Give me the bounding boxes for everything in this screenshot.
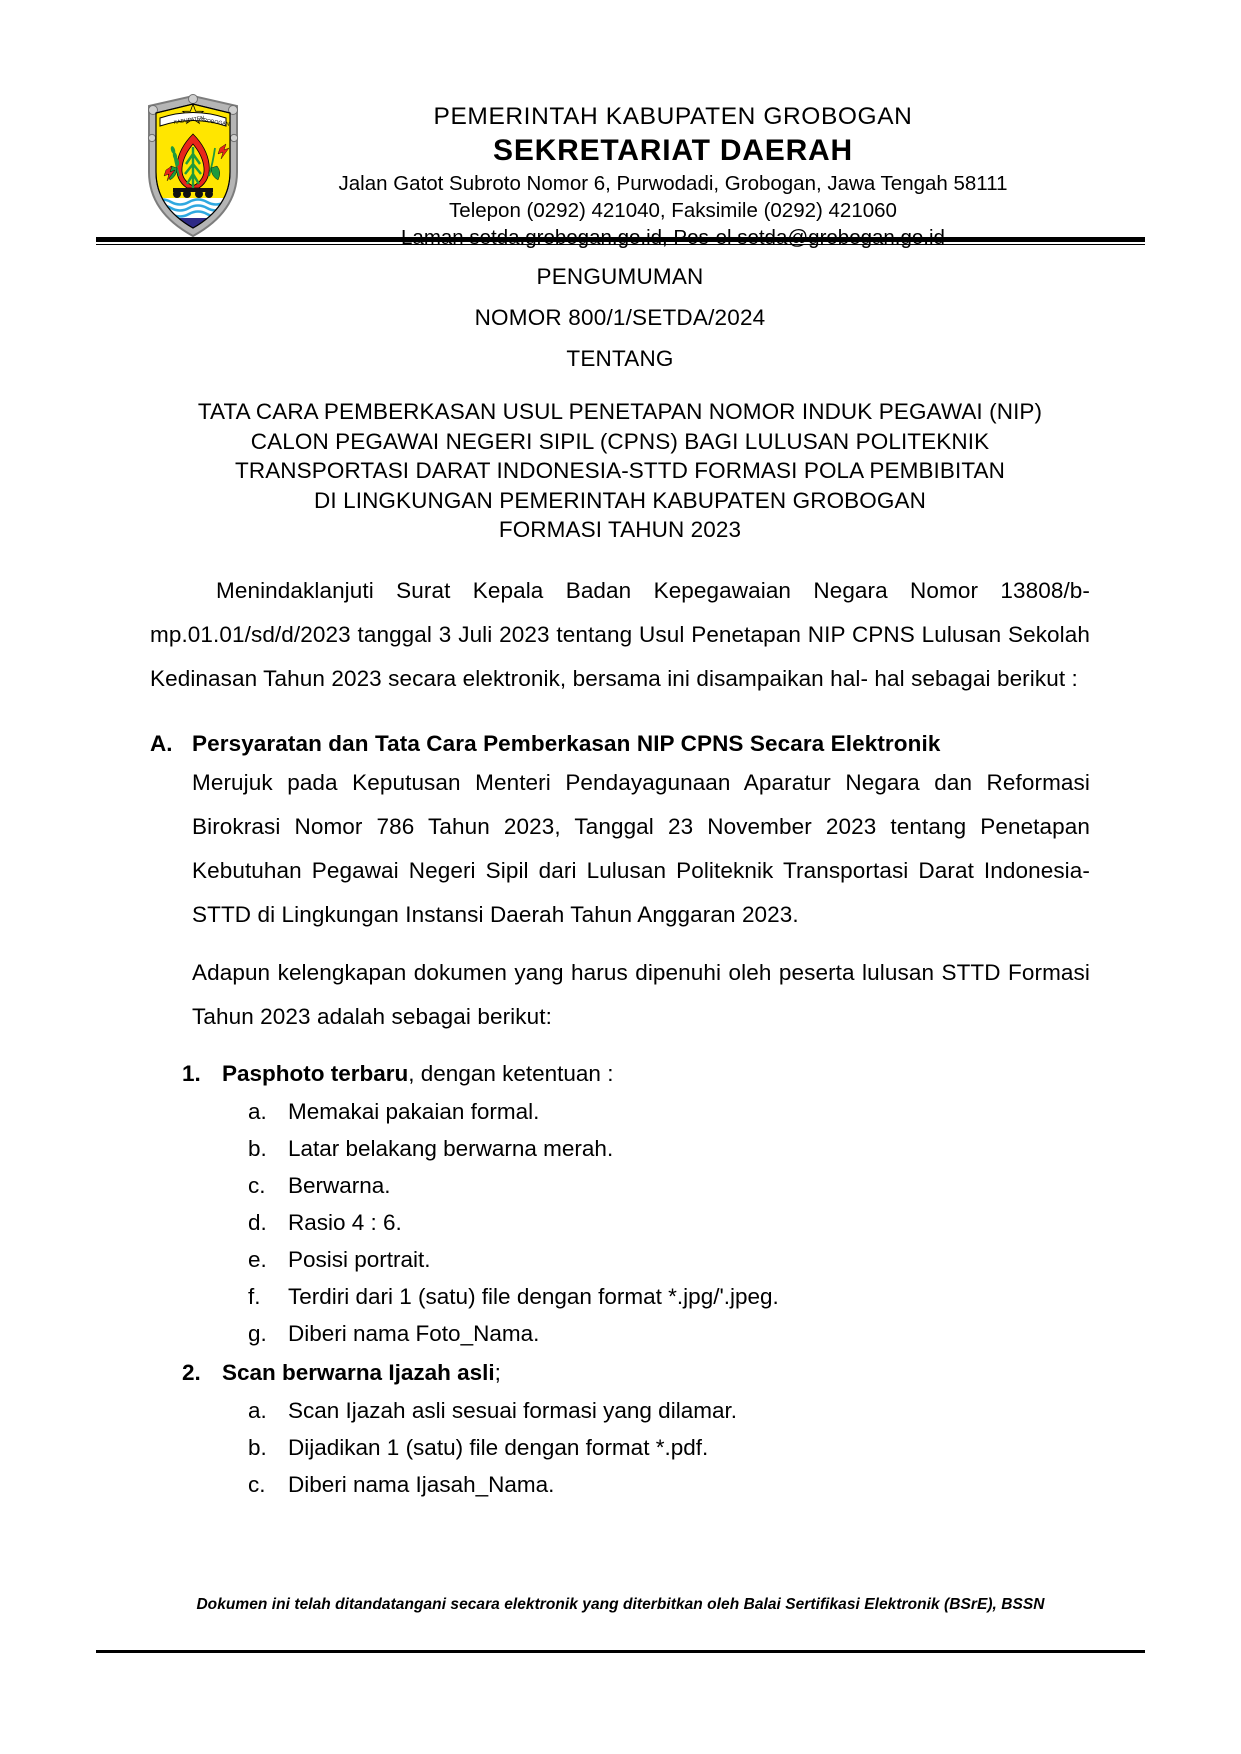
sub-list-item-marker: d.: [248, 1209, 267, 1235]
intro-paragraph: Menindaklanjuti Surat Kepala Badan Kepegawaian Negara Nomor 13808/b-mp.01.01/sd/d/2023 tanggal 3 Juli 2023 tentang Usul Penetapan NIP CPNS Lulusan Sekolah Kedinasan Tahun 2023 secara elektronik, bersama ini disampaikan hal- hal sebagai berikut :: [150, 577, 1090, 691]
letterhead-line-phone: Telepon (0292) 421040, Faksimile (0292) 421060: [449, 199, 897, 222]
sub-list-item: [248, 1392, 1090, 1429]
letterhead-line-office: SEKRETARIAT DAERAH: [493, 134, 853, 167]
announcement-heading: PENGUMUMAN: [536, 264, 704, 289]
sub-list-item-text: Berwarna.: [288, 1172, 391, 1198]
announcement-about-label: TENTANG: [566, 346, 674, 371]
sub-list-item: [248, 1241, 1090, 1278]
sub-list-item-text: Rasio 4 : 6.: [288, 1209, 402, 1235]
sub-list-item-text: Dijadikan 1 (satu) file dengan format *.pdf.: [288, 1434, 709, 1460]
list-item-marker: 1.: [182, 1060, 201, 1086]
svg-text:KABUPATEN: KABUPATEN: [173, 115, 205, 126]
list-item-text-rest: ;: [494, 1359, 501, 1385]
list-item-marker: 2.: [182, 1359, 201, 1385]
sub-list-item-marker: a.: [248, 1397, 267, 1423]
sub-list-item: [248, 1204, 1090, 1241]
section-a-heading-row: [150, 727, 1090, 761]
announcement-title-line-4: DI LINGKUNGAN PEMERINTAH KABUPATEN GROBOGAN: [314, 487, 926, 513]
letterhead-divider-thin: [96, 244, 1145, 245]
announcement-title-line-2: CALON PEGAWAI NEGERI SIPIL (CPNS) BAGI LULUSAN POLITEKNIK: [250, 428, 990, 454]
sub-list-item-marker: a.: [248, 1098, 267, 1124]
sub-list-item: [248, 1093, 1090, 1130]
footer-divider: [96, 1650, 1145, 1653]
sub-list-item-text: Terdiri dari 1 (satu) file dengan format *.jpg/'.jpeg.: [288, 1283, 779, 1309]
sub-list-item-text: Memakai pakaian formal.: [288, 1098, 540, 1124]
sub-list-item: [248, 1315, 1090, 1352]
document-footer: [0, 1596, 1241, 1614]
section-a-paragraph-2: Adapun kelengkapan dokumen yang harus dipenuhi oleh peserta lulusan STTD Formasi Tahun 2023 adalah sebagai berikut:: [192, 959, 1090, 1029]
list-item: [182, 1055, 1090, 1093]
letterhead-divider-thick: [96, 237, 1145, 242]
list-item-text-bold: Scan berwarna Ijazah asli: [222, 1359, 495, 1385]
list-item-text-bold: Pasphoto terbaru: [222, 1060, 409, 1086]
section-a-marker: A.: [150, 730, 173, 756]
sub-list-item-text: Diberi nama Ijasah_Nama.: [288, 1471, 555, 1497]
sub-list-item: [248, 1429, 1090, 1466]
sub-list-item: [248, 1167, 1090, 1204]
section-a-body: [192, 761, 1090, 1039]
letterhead-line-government: PEMERINTAH KABUPATEN GROBOGAN: [433, 103, 913, 130]
announcement-number: NOMOR 800/1/SETDA/2024: [474, 305, 766, 330]
announcement-title: [150, 397, 1090, 545]
sub-list-item: [248, 1278, 1090, 1315]
list-item-text: [222, 1055, 613, 1093]
announcement-title-line-1: TATA CARA PEMBERKASAN USUL PENETAPAN NOMOR INDUK PEGAWAI (NIP): [197, 399, 1043, 424]
sub-list-item-marker: b.: [248, 1135, 267, 1161]
section-a-heading: Persyaratan dan Tata Cara Pemberkasan NIP CPNS Secara Elektronik: [192, 730, 941, 756]
sub-list-item-marker: c.: [248, 1172, 266, 1198]
sub-list-item-text: Posisi portrait.: [288, 1246, 431, 1272]
sub-list-item-marker: e.: [248, 1246, 267, 1272]
sub-list-item-text: Scan Ijazah asli sesuai formasi yang dilamar.: [288, 1397, 737, 1423]
letterhead-text: [253, 102, 1093, 251]
sub-list-item-text: Diberi nama Foto_Nama.: [288, 1320, 540, 1346]
announcement-title-line-5: FORMASI TAHUN 2023: [498, 517, 742, 542]
announcement-title-line-3: TRANSPORTASI DARAT INDONESIA-STTD FORMASI POLA PEMBIBITAN: [235, 458, 1005, 483]
list-item-text: [222, 1354, 501, 1392]
list-item-text-rest: , dengan ketentuan :: [408, 1060, 614, 1086]
sub-list-item-text: Latar belakang berwarna merah.: [288, 1135, 614, 1161]
section-a-paragraph-1: Merujuk pada Keputusan Menteri Pendayagunaan Aparatur Negara dan Reformasi Birokrasi Nomor 786 Tahun 2023, Tanggal 23 November 2023 tentang Penetapan Kebutuhan Pegawai Negeri Sipil dari Lulusan Politeknik Transportasi Darat Indonesia-STTD di Lingkungan Instansi Daerah Tahun Anggaran 2023.: [192, 769, 1090, 927]
letterhead: [0, 92, 1241, 242]
lambang-kabupaten-grobogan-icon: [133, 92, 253, 240]
sub-list-item-marker: b.: [248, 1434, 267, 1460]
sub-list-item: [248, 1130, 1090, 1167]
letterhead-line-address: Jalan Gatot Subroto Nomor 6, Purwodadi, Grobogan, Jawa Tengah 58111: [338, 172, 1008, 195]
list-item: [182, 1354, 1090, 1392]
electronic-signature-notice: Dokumen ini telah ditandatangani secara elektronik yang diterbitkan oleh Balai Sertifikasi Elektronik (BSrE), BSSN: [196, 1596, 1045, 1613]
sub-list-item: [248, 1466, 1090, 1503]
sub-list-item-marker: c.: [248, 1471, 266, 1497]
document-body: [150, 256, 1090, 1503]
svg-text:GROBOGAN: GROBOGAN: [198, 117, 230, 128]
sub-list-item-marker: f.: [248, 1283, 261, 1309]
sub-list-item-marker: g.: [248, 1320, 267, 1346]
